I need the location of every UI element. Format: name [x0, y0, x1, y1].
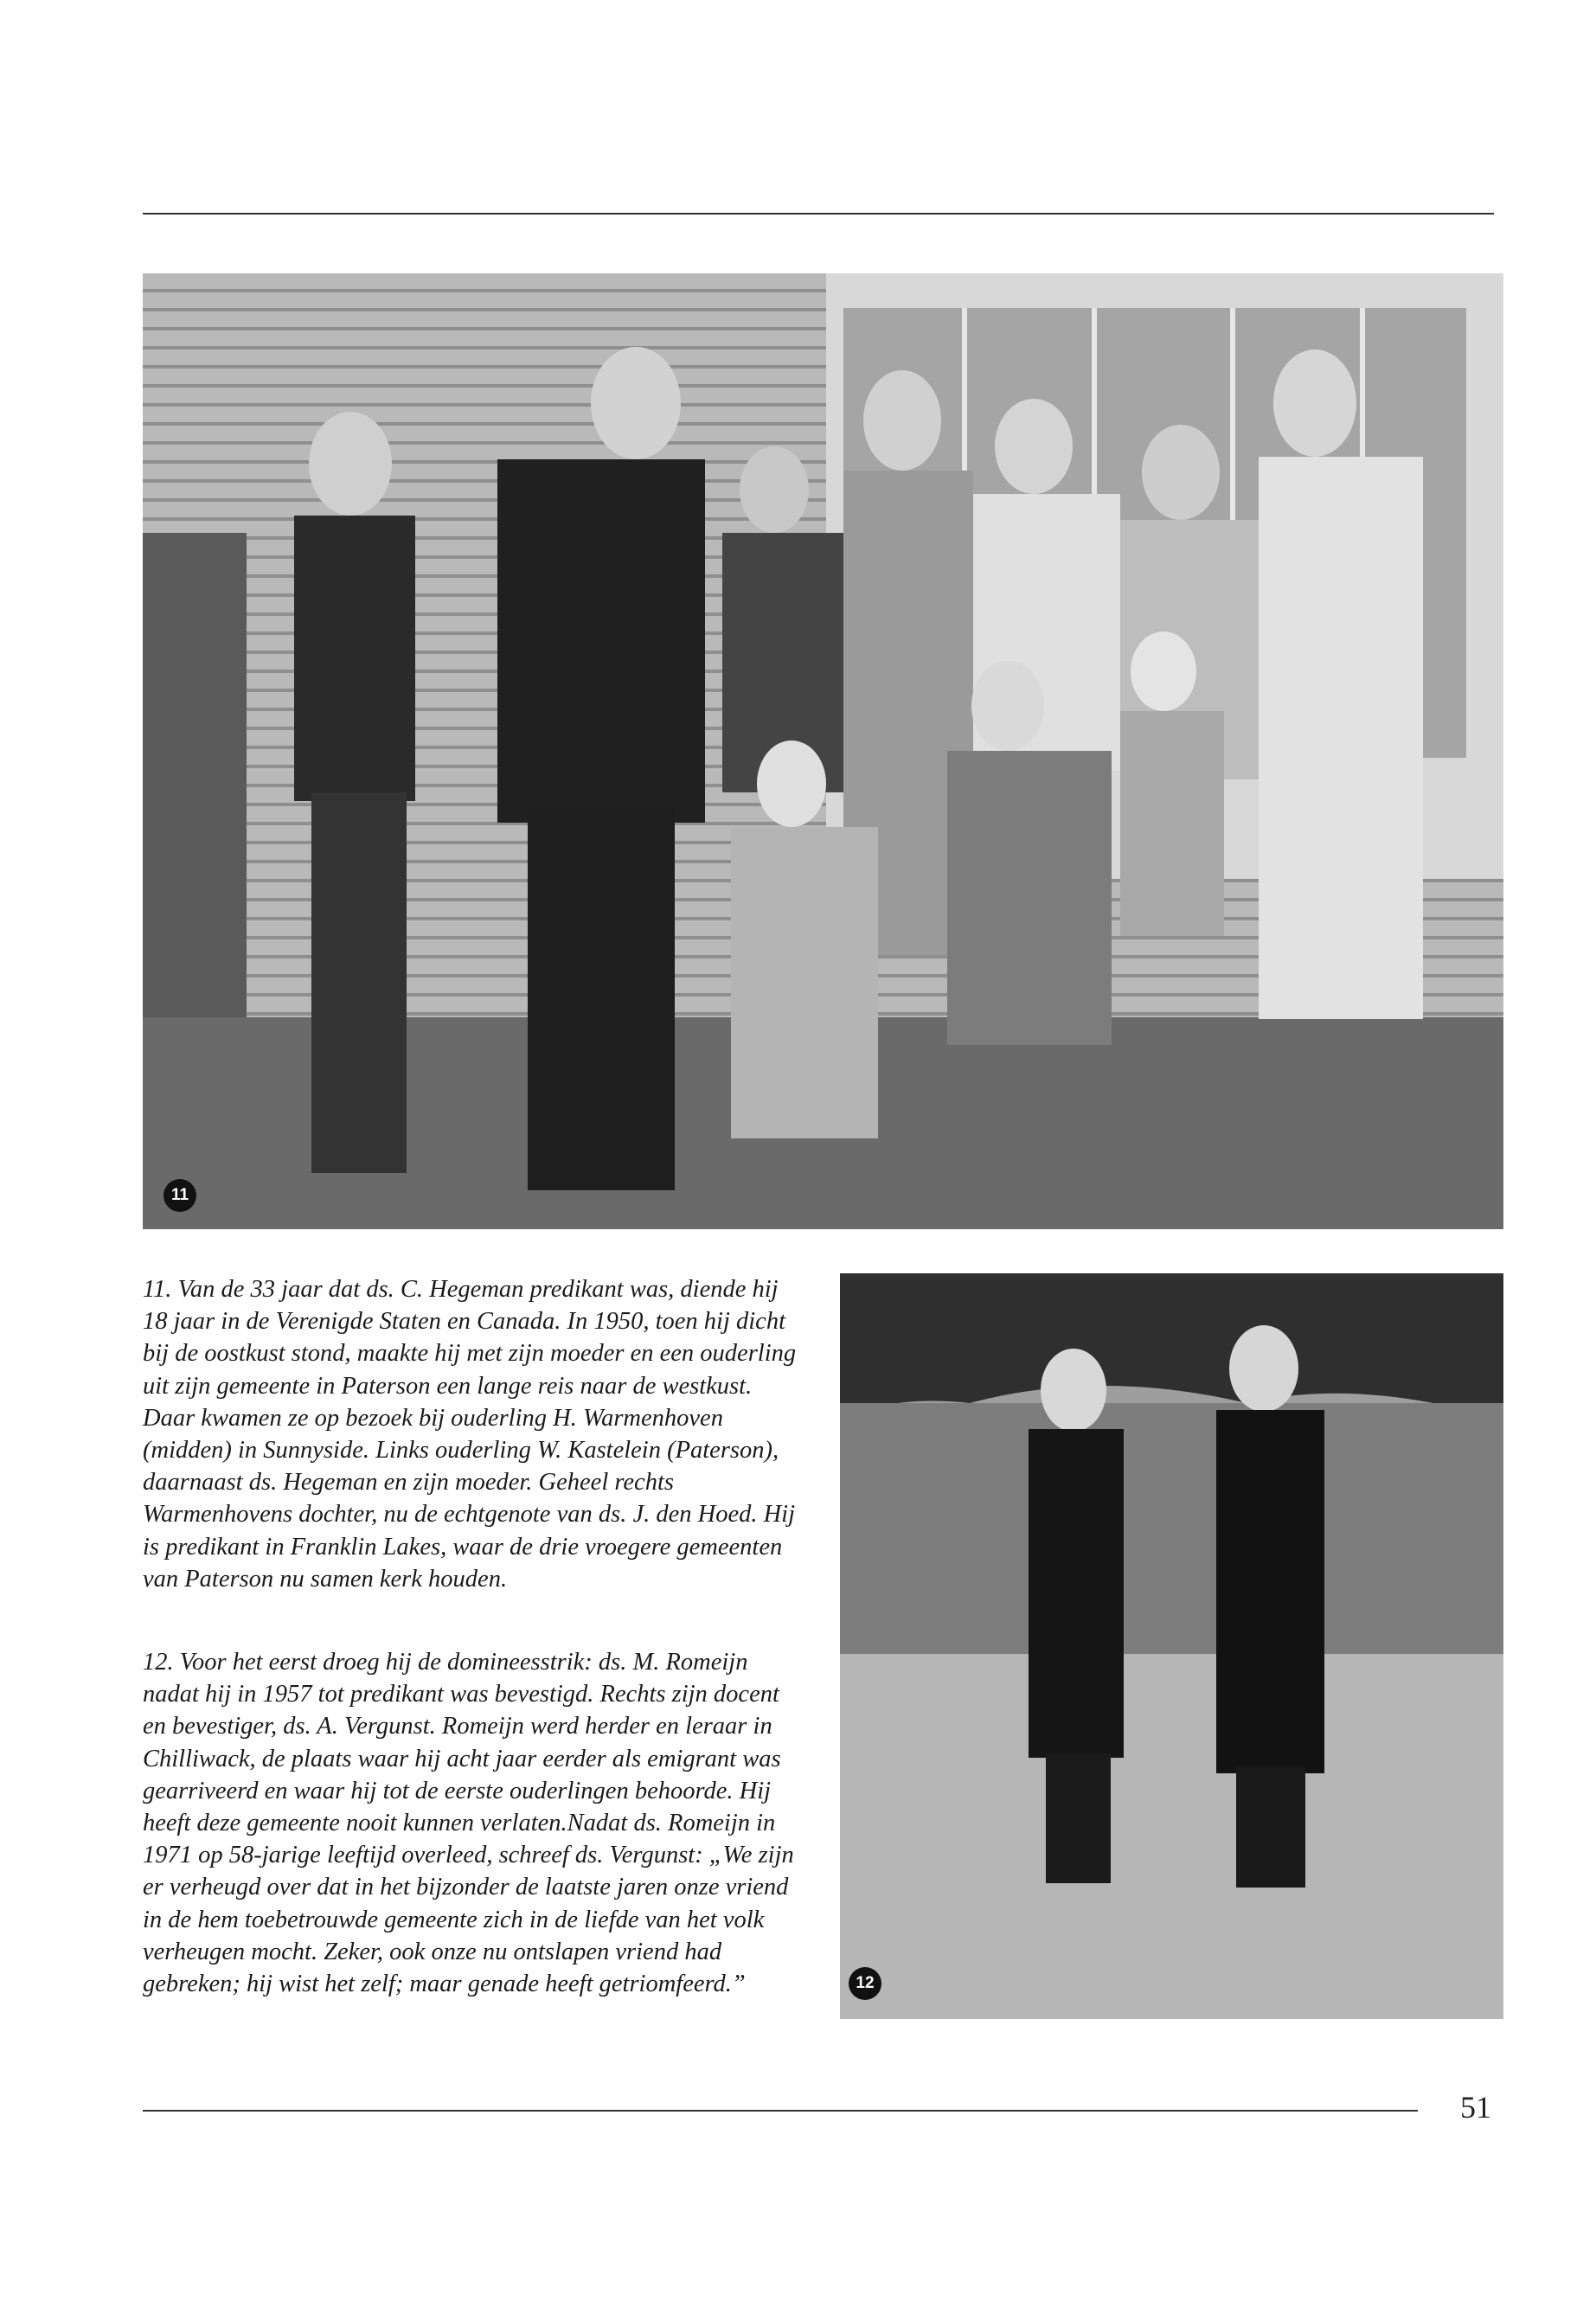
- bottom-rule: [143, 2110, 1418, 2112]
- caption-11: [143, 1273, 800, 1595]
- caption-12-text: 12. Voor het eerst droeg hij de domineesstrik: ds. M. Romeijn nadat hij in 1957 tot predikant was bevestigd. Rechts zijn docent en bevestiger, ds. A. Vergunst. Romeijn werd herder en leraar in Chilliwack, de plaats waar hij acht jaar eerder als emigrant was gearriveerd en waar hij tot de eerste ouderlingen behoorde. Hij heeft deze gemeente nooit kunnen verlaten.Nadat ds. Romeijn in 1971 op 58-jarige leeftijd overleed, schreef ds. Vergunst: „We zijn er verheugd over dat in het bijzonder de laatste jaren onze vriend in de hem toebetrouwde gemeente zich in de liefde van het volk verheugen mocht. Zeker, ook onze nu ontslapen vriend had gebreken; hij wist het zelf; maar genade heeft getriomfeerd.”: [143, 1649, 794, 1998]
- portrait-photo: [840, 1273, 1503, 2019]
- group-photo: [143, 273, 1503, 1229]
- photo-badge-12: 12: [849, 1967, 881, 2000]
- top-rule: [143, 213, 1494, 215]
- photo-badge-11: 11: [163, 1179, 196, 1212]
- page-number: 51: [1460, 2090, 1491, 2125]
- caption-11-text: 11. Van de 33 jaar dat ds. C. Hegeman predikant was, diende hij 18 jaar in de Verenigde Staten en Canada. In 1950, toen hij dicht bij de oostkust stond, maakte hij met zijn moeder en een ouderling uit zijn gemeente in Paterson een lange reis naar de westkust. Daar kwamen ze op bezoek bij ouderling H. Warmenhoven (midden) in Sunnyside. Links ouderling W. Kastelein (Paterson), daarnaast ds. Hegeman en zijn moeder. Geheel rechts Warmenhovens dochter, nu de echtgenote van ds. J. den Hoed. Hij is predikant in Franklin Lakes, waar de drie vroegere gemeenten van Paterson nu samen kerk houden.: [143, 1276, 797, 1593]
- caption-12: [143, 1646, 800, 2000]
